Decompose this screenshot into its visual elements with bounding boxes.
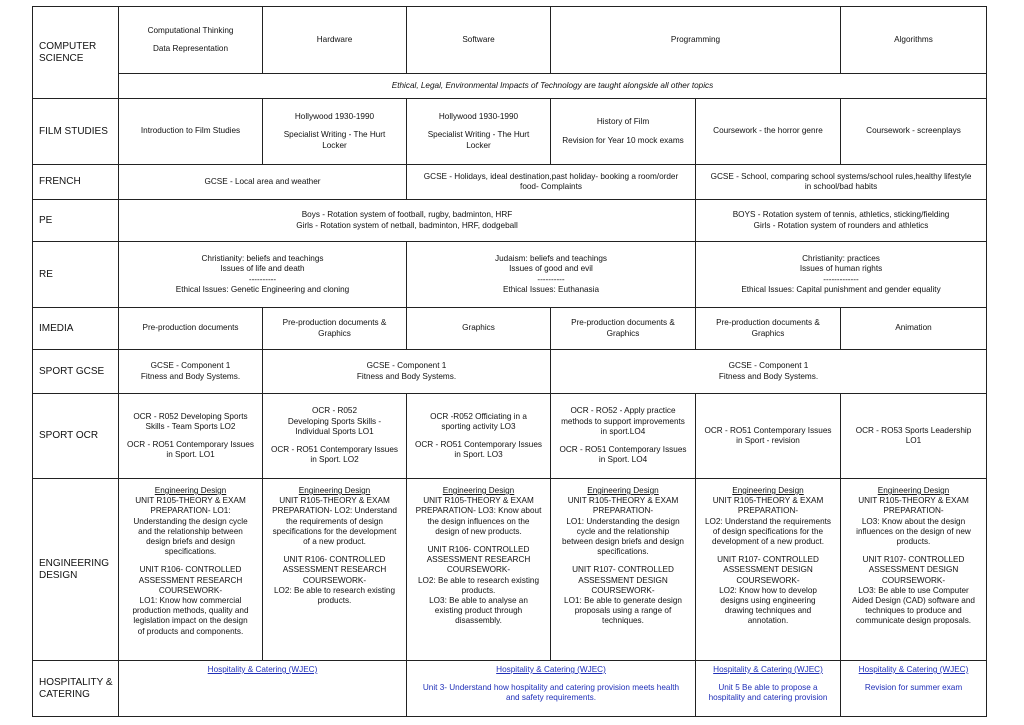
cell: Software: [407, 7, 551, 74]
cell: Coursework - the horror genre: [696, 99, 841, 165]
cell: Animation: [841, 308, 987, 350]
cell: OCR - RO51 Contemporary Issues in Sport - revision: [696, 394, 841, 479]
cell: Pre-production documents & Graphics: [551, 308, 696, 350]
cell: Graphics: [407, 308, 551, 350]
cell: Hollywood 1930-1990 Specialist Writing - The Hurt Locker: [407, 99, 551, 165]
cell: Ethical, Legal, Environmental Impacts of Technology are taught alongside all other topics: [119, 74, 987, 99]
subject-label: PE: [33, 200, 119, 242]
cell: GCSE - Local area and weather: [119, 165, 407, 200]
subject-label: SPORT OCR: [33, 394, 119, 479]
cell: OCR - RO53 Sports Leadership LO1: [841, 394, 987, 479]
subject-label: FILM STUDIES: [33, 99, 119, 165]
cell: History of Film Revision for Year 10 mock exams: [551, 99, 696, 165]
row-computer-science: [33, 7, 987, 74]
cell: Engineering Design UNIT R105-THEORY & EXAM PREPARATION- LO3: Know about the design influences on the design of new products. UNIT R106- CONTROLLED ASSESSMENT RESEARCH COURSEWORK- LO2: Be able to research existing products. LO3: Be able to analyse an existing product through disassembly.: [407, 479, 551, 661]
cell: OCR - RO52 - Apply practice methods to support improvements in sport.LO4 OCR - RO51 Contemporary Issues in Sport. LO4: [551, 394, 696, 479]
cell: Introduction to Film Studies: [119, 99, 263, 165]
cell: OCR - R052 Developing Sports Skills - Team Sports LO2 OCR - RO51 Contemporary Issues in Sport. LO1: [119, 394, 263, 479]
cell: Pre-production documents: [119, 308, 263, 350]
cell: Pre-production documents & Graphics: [263, 308, 407, 350]
cell: Boys - Rotation system of football, rugby, badminton, HRF Girls - Rotation system of netball, badminton, HRF, dodgeball: [119, 200, 696, 242]
row-film-studies: [33, 99, 987, 165]
subject-label: ENGINEERING DESIGN: [33, 479, 119, 661]
cell: OCR -R052 Officiating in a sporting activity LO3 OCR - RO51 Contemporary Issues in Sport. LO3: [407, 394, 551, 479]
row-engineering-design: [33, 479, 987, 661]
cell: Hardware: [263, 7, 407, 74]
subject-label: SPORT GCSE: [33, 350, 119, 394]
cell: Engineering Design UNIT R105-THEORY & EXAM PREPARATION- LO2: Understand the requirements of design specifications for the development of a new product. UNIT R107- CONTROLLED ASSESSMENT DESIGN COURSEWORK- LO2: Know how to develop designs using engineering drawing techniques and annotation.: [696, 479, 841, 661]
cell: [119, 661, 407, 717]
cell: Engineering Design UNIT R105-THEORY & EXAM PREPARATION- LO1: Understanding the design cycle and the relationship between design briefs and design specifications. UNIT R106- CONTROLLED ASSESSMENT RESEARCH COURSEWORK- LO1: Know how commercial production methods, quality and legislation impact on the design of products and components.: [119, 479, 263, 661]
hospitality-link[interactable]: Hospitality & Catering (WJEC): [858, 665, 969, 674]
cell: Hospitality & Catering (WJEC) Unit 3- Understand how hospitality and catering provision meets health and safety requirements.: [407, 661, 696, 717]
subject-label: IMEDIA: [33, 308, 119, 350]
cell: GCSE - Component 1 Fitness and Body Systems.: [551, 350, 987, 394]
cell: GCSE - Component 1 Fitness and Body Systems.: [119, 350, 263, 394]
subject-label: RE: [33, 242, 119, 308]
cell: Engineering Design UNIT R105-THEORY & EXAM PREPARATION- LO3: Know about the design influences on the design of new products. UNIT R107- CONTROLLED ASSESSMENT DESIGN COURSEWORK- LO3: Be able to use Computer Aided Design (CAD) software and techniques to produce and communicate design proposals.: [841, 479, 987, 661]
row-re: [33, 242, 987, 308]
cell: Hospitality & Catering (WJEC) Revision for summer exam: [841, 661, 987, 717]
row-computer-science-note: [33, 74, 987, 99]
cell: Computational Thinking Data Representation: [119, 7, 263, 74]
cell: Coursework - screenplays: [841, 99, 987, 165]
cell: GCSE - School, comparing school systems/school rules,healthy lifestyle in school/bad habits: [696, 165, 987, 200]
row-hospitality-catering: [33, 661, 987, 717]
hospitality-link[interactable]: Hospitality & Catering (WJEC): [713, 665, 823, 674]
cell: Engineering Design UNIT R105-THEORY & EXAM PREPARATION- LO2: Understand the requirements of design specifications for the development of a new product. UNIT R106- CONTROLLED ASSESSMENT RESEARCH COURSEWORK- LO2: Be able to research existing products.: [263, 479, 407, 661]
row-sport-gcse: [33, 350, 987, 394]
cell: GCSE - Holidays, ideal destination,past holiday- booking a room/order food- Complaints: [407, 165, 696, 200]
subject-label: HOSPITALITY & CATERING: [33, 661, 119, 717]
row-sport-ocr: [33, 394, 987, 479]
cell: BOYS - Rotation system of tennis, athletics, sticking/fielding Girls - Rotation system of rounders and athletics: [696, 200, 987, 242]
cell: Hospitality & Catering (WJEC) Unit 5 Be able to propose a hospitality and catering provision: [696, 661, 841, 717]
cell: Programming: [551, 7, 841, 74]
hospitality-link[interactable]: Hospitality & Catering (WJEC): [207, 665, 318, 674]
row-imedia: [33, 308, 987, 350]
cell: Christianity: practices Issues of human rights ------------- Ethical Issues: Capital punishment and gender equality: [696, 242, 987, 308]
cell: Engineering Design UNIT R105-THEORY & EXAM PREPARATION- LO1: Understanding the design cycle and the relationship between design briefs and design specifications. UNIT R107- CONTROLLED ASSESSMENT DESIGN COURSEWORK- LO1: Be able to generate design proposals using a range of techniques.: [551, 479, 696, 661]
hospitality-link[interactable]: Hospitality & Catering (WJEC): [496, 665, 606, 674]
cell: Christianity: beliefs and teachings Issues of life and death ---------- Ethical Issues: Genetic Engineering and cloning: [119, 242, 407, 308]
row-pe: [33, 200, 987, 242]
cell: Hollywood 1930-1990 Specialist Writing - The Hurt Locker: [263, 99, 407, 165]
subject-label: FRENCH: [33, 165, 119, 200]
subject-label: COMPUTER SCIENCE: [33, 7, 119, 99]
cell: OCR - R052 Developing Sports Skills - Individual Sports LO1 OCR - RO51 Contemporary Issues in Sport. LO2: [263, 394, 407, 479]
cell: Judaism: beliefs and teachings Issues of good and evil ---------- Ethical Issues: Euthanasia: [407, 242, 696, 308]
cell: Pre-production documents & Graphics: [696, 308, 841, 350]
cell: GCSE - Component 1 Fitness and Body Systems.: [263, 350, 551, 394]
row-french: [33, 165, 987, 200]
curriculum-table: [32, 6, 987, 717]
cell: Algorithms: [841, 7, 987, 74]
